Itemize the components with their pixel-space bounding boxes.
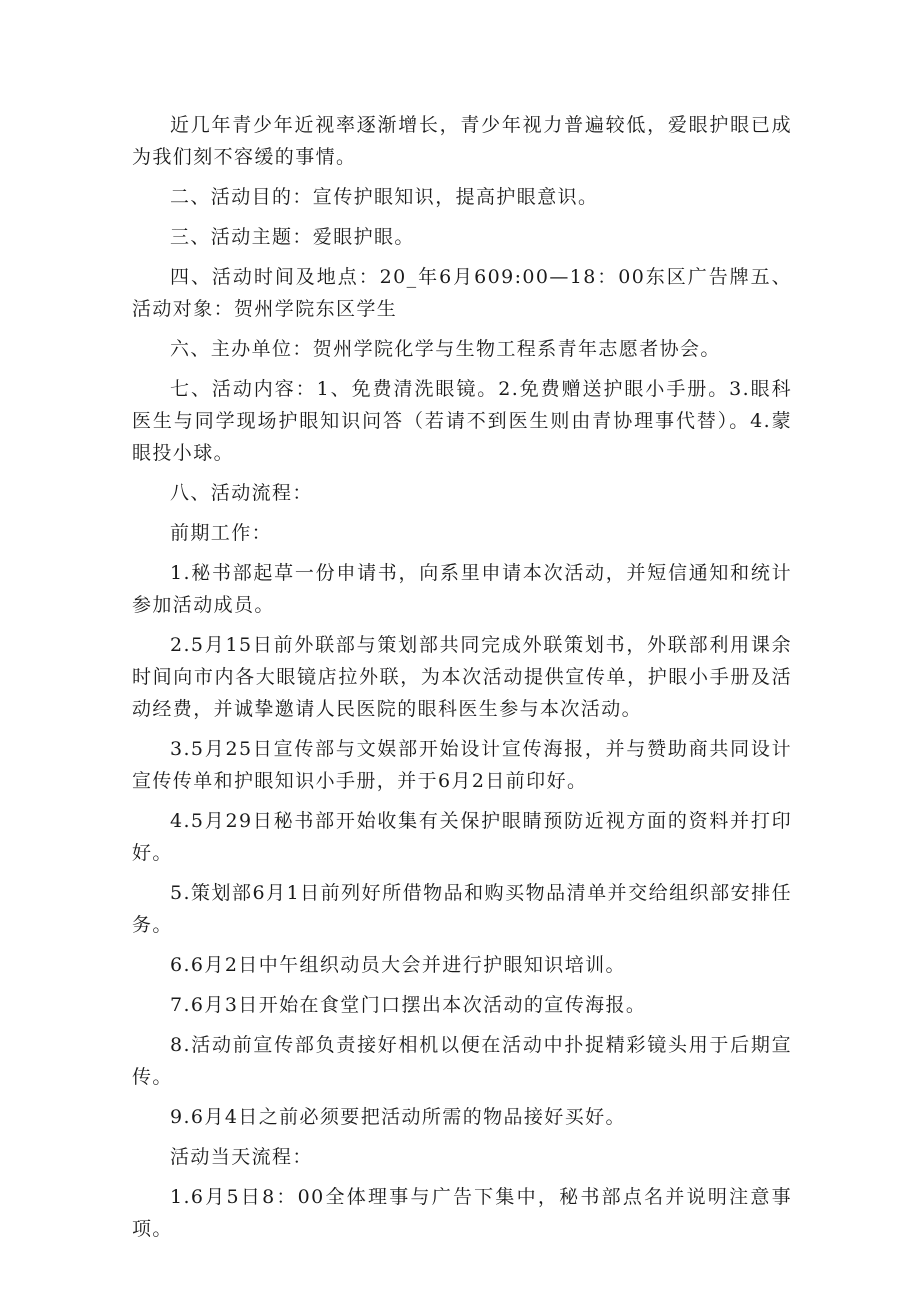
list-item: 5.策划部6月1日前列好所借物品和购买物品清单并交给组织部安排任务。 <box>132 882 792 936</box>
list-item: 1.秘书部起草一份申请书，向系里申请本次活动，并短信通知和统计参加活动成员。 <box>132 562 792 616</box>
paragraph-content: 七、活动内容：1、免费清洗眼镜。2.免费赠送护眼小手册。3.眼科医生与同学现场护眼知识问答（若请不到医生则由青协理事代替）。4.蒙眼投小球。 <box>132 378 792 464</box>
list-item: 6.6月2日中午组织动员大会并进行护眼知识培训。 <box>170 954 626 976</box>
paragraph-organizer: 六、主办单位：贺州学院化学与生物工程系青年志愿者协会。 <box>170 338 721 360</box>
list-item: 4.5月29日秘书部开始收集有关保护眼睛预防近视方面的资料并打印好。 <box>132 810 792 864</box>
paragraph-event-day-heading: 活动当天流程： <box>170 1146 313 1168</box>
list-item: 9.6月4日之前必须要把活动所需的物品接好买好。 <box>170 1106 626 1128</box>
list-item: 3.5月25日宣传部与文娱部开始设计宣传海报，并与赞助商共同设计宣传传单和护眼知识小手册，并于6月2日前印好。 <box>132 738 792 792</box>
paragraph-intro: 近几年青少年近视率逐渐增长，青少年视力普遍较低，爱眼护眼已成为我们刻不容缓的事情。 <box>132 114 792 168</box>
paragraph-purpose: 二、活动目的：宣传护眼知识，提高护眼意识。 <box>170 186 599 208</box>
paragraph-preparation-heading: 前期工作： <box>170 522 273 544</box>
document-body <box>132 109 792 1253</box>
list-item: 2.5月15日前外联部与策划部共同完成外联策划书，外联部利用课余时间向市内各大眼镜店拉外联，为本次活动提供宣传单，护眼小手册及活动经费，并诚挚邀请人民医院的眼科医生参与本次活动。 <box>132 634 792 720</box>
list-item: 7.6月3日开始在食堂门口摆出本次活动的宣传海报。 <box>170 994 647 1016</box>
paragraph-theme: 三、活动主题：爱眼护眼。 <box>170 226 415 248</box>
list-item: 8.活动前宣传部负责接好相机以便在活动中扑捉精彩镜头用于后期宣传。 <box>132 1034 792 1088</box>
paragraph-process-heading: 八、活动流程： <box>170 482 313 504</box>
list-item: 1.6月5日8：00全体理事与广告下集中，秘书部点名并说明注意事项。 <box>132 1186 792 1240</box>
paragraph-time-place: 四、活动时间及地点：20_年6月609:00—18：00东区广告牌五、活动对象：贺州学院东区学生 <box>132 266 792 320</box>
